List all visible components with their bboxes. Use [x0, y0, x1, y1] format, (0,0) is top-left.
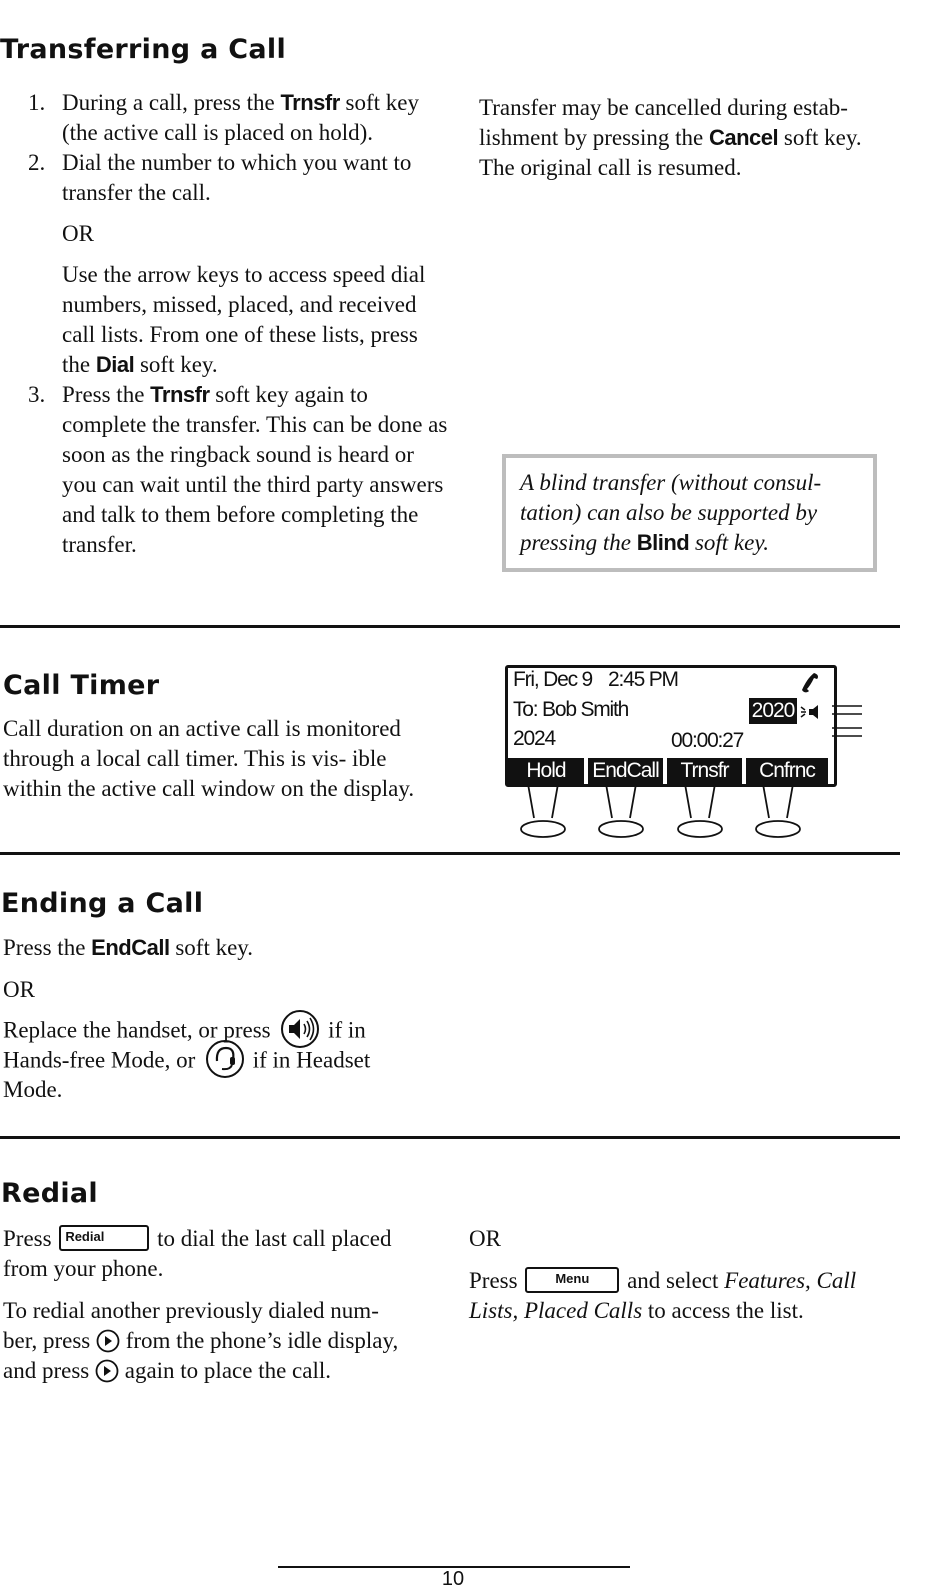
display-side-lines — [832, 700, 862, 740]
display-ext-highlight: 2020 — [749, 698, 797, 724]
transfer-title: Transferring a Call — [0, 34, 287, 65]
softkey-hold: Hold — [508, 758, 584, 784]
page-number: 10 — [441, 1568, 465, 1590]
display-date: Fri, Dec 9 — [513, 668, 593, 691]
timer-text: Call duration on an active call is monitored through a local call timer. This is vis- ible within the active call window on the display. — [3, 716, 415, 801]
softkey-trnsfr: Trnsfr — [667, 758, 742, 784]
redial-key-button: Redial — [59, 1225, 149, 1251]
transfer-steps — [28, 88, 448, 560]
redial-right: OR Press Menu and select Features, Call Lists, Placed Calls to access the list. — [469, 1226, 857, 1323]
headset-icon — [205, 1039, 245, 1079]
softkey-buttons — [520, 784, 826, 840]
timer-title: Call Timer — [3, 670, 160, 701]
ending-line2: Replace the handset, or press if in Hands-free Mode, or if in Headset Mode. — [3, 1015, 473, 1105]
cancel-key: Cancel — [708, 125, 779, 150]
speaker-volume-icon — [799, 701, 825, 723]
softkey-endcall: EndCall — [588, 758, 663, 784]
blind-key: Blind — [636, 530, 690, 555]
speaker-icon — [280, 1009, 320, 1049]
right-arrow-icon — [96, 1329, 120, 1353]
cancel-text: Transfer may be cancelled during estab- lishment by pressing the Cancel soft key. The original call is resumed. — [479, 95, 862, 180]
step-2-or: OR — [62, 221, 94, 246]
section-divider — [0, 852, 900, 855]
section-divider — [0, 1136, 900, 1139]
step-2: 2. Dial the number to which you want to transfer the call. OR Use the arrow keys to access speed dial numbers, missed, placed, and received call lists. From one of these lists, press the Dial soft key. — [28, 148, 448, 380]
phone-handset-icon — [798, 671, 820, 695]
softkey-cnfrnc: Cnfrnc — [746, 758, 828, 784]
trnsfr-key: Trnsfr — [280, 90, 340, 115]
ending-line1: Press the EndCall soft key. — [3, 935, 254, 960]
step-1: 1. During a call, press the Trnsfr soft key (the active call is placed on hold). — [28, 90, 420, 145]
right-arrow-icon — [95, 1359, 119, 1383]
step-2-alt: Use the arrow keys to access speed dial numbers, missed, placed, and received call lists. From one of these lists, press the Dial soft key. — [62, 262, 426, 377]
redial-title: Redial — [1, 1178, 98, 1209]
display-duration: 00:00:27 — [671, 729, 744, 752]
redial-left: Press Redial to dial the last call placed from your phone. To redial another previously dialed num- ber, press from the phone’s idle display, and press again to place the call. — [3, 1226, 399, 1383]
menu-key-button: Menu — [525, 1267, 619, 1293]
trnsfr-key: Trnsfr — [150, 382, 210, 407]
display-to: To: Bob Smith — [513, 698, 629, 721]
display-line: 2024 — [513, 727, 555, 750]
ending-title: Ending a Call — [1, 888, 204, 919]
step-3: 3. Press the Trnsfr soft key again to complete the transfer. This can be done as soon as the ringback sound is heard or you can wait until the third party answers and talk to them before completing the transfer. — [28, 382, 448, 557]
ending-or: OR — [3, 977, 35, 1002]
display-time: 2:45 PM — [608, 668, 678, 691]
endcall-key: EndCall — [91, 935, 170, 960]
phone-display — [505, 665, 837, 787]
section-divider — [0, 625, 900, 628]
blind-transfer-note: A blind transfer (without consul- tation) can also be supported by pressing the Blind soft key. — [502, 454, 877, 572]
dial-key: Dial — [95, 352, 135, 377]
